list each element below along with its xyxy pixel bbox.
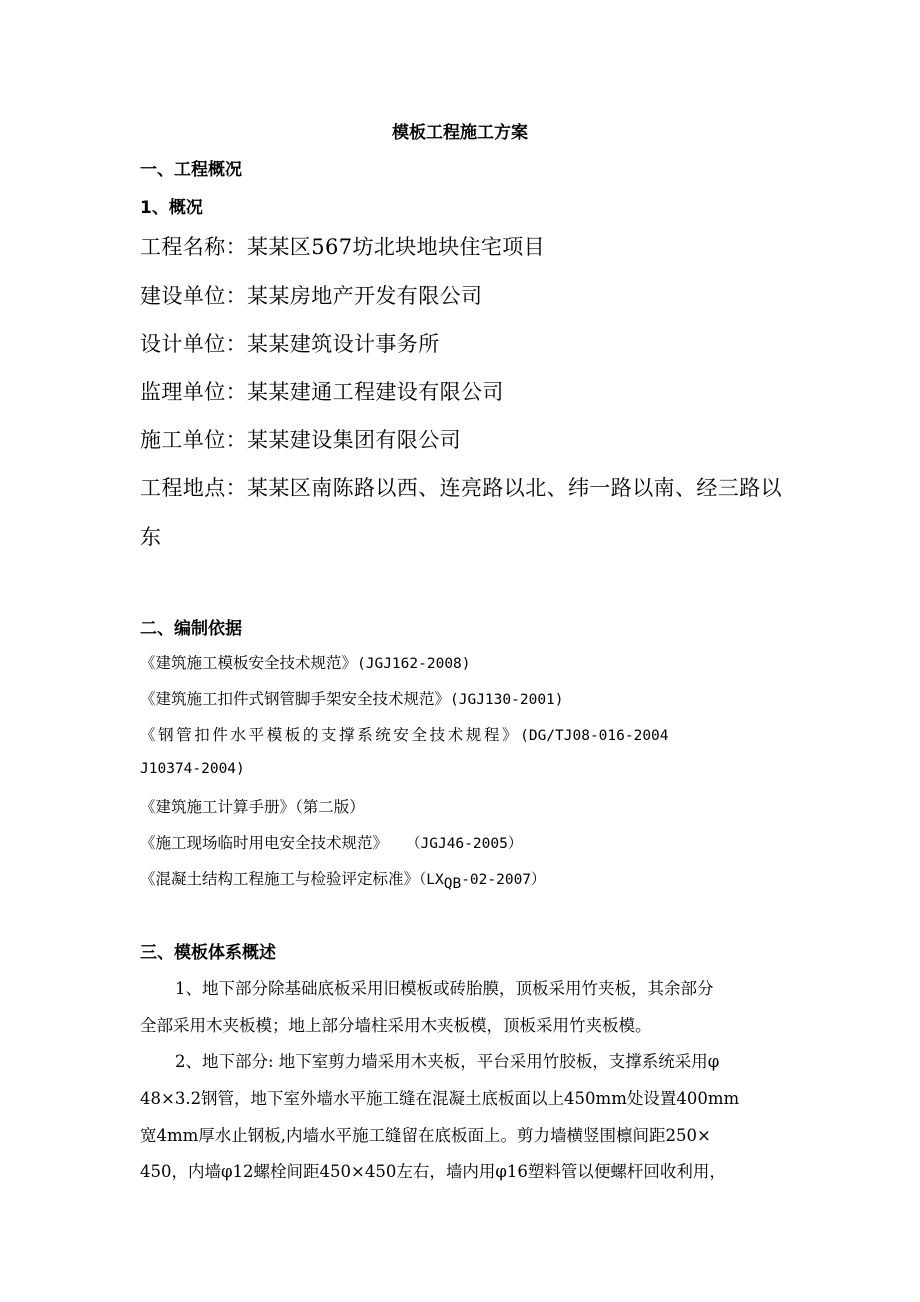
contractor-line: 施工单位：某某建设集团有限公司 — [140, 428, 461, 452]
reference-item: 《建筑施工扣件式钢管脚手架安全技术规范》(JGJ130-2001) — [140, 690, 564, 708]
paragraph-line: 1、地下部分除基础底板采用旧模板或砖胎膜，顶板采用竹夹板，其余部分 — [175, 979, 714, 998]
paragraph-line: 48×3.2钢管，地下室外墙水平施工缝在混凝土底板面以上450mm处设置400mm — [140, 1089, 740, 1108]
paragraph-line: 宽4mm厚水止钢板,内墙水平施工缝留在底板面上。剪力墙横竖围檩间距250× — [140, 1126, 711, 1145]
location-line: 工程地点：某某区南陈路以西、连亮路以北、纬一路以南、经三路以 — [140, 476, 782, 500]
location-line-cont: 东 — [140, 525, 162, 549]
developer-line: 建设单位：某某房地产开发有限公司 — [140, 284, 483, 308]
reference-item: 《建筑施工模板安全技术规范》(JGJ162-2008) — [140, 654, 471, 672]
section2-heading: 二、编制依据 — [140, 619, 242, 639]
designer-line: 设计单位：某某建筑设计事务所 — [140, 332, 440, 356]
section1-sub-heading: 1、概况 — [140, 198, 203, 218]
project-name-line: 工程名称：某某区567坊北块地块住宅项目 — [140, 235, 546, 259]
paragraph-line: 全部采用木夹板模；地上部分墙柱采用木夹板模，顶板采用竹夹板模。 — [140, 1016, 652, 1035]
reference-item-cont: J10374-2004) — [140, 761, 245, 777]
paragraph-line: 2、地下部分: 地下室剪力墙采用木夹板，平台采用竹胶板，支撑系统采用φ — [175, 1052, 720, 1071]
reference-item: 《混凝土结构工程施工与检验评定标准》$(LX_{QB}-02-2007)$ — [140, 870, 546, 893]
supervisor-line: 监理单位：某某建通工程建设有限公司 — [140, 380, 504, 404]
document-title: 模板工程施工方案 — [392, 123, 528, 143]
reference-item: 《钢管扣件水平模板的支撑系统安全技术规程》(DG/TJ08-016-2004 — [140, 726, 669, 744]
reference-item: 《建筑施工计算手册》（第二版） — [140, 798, 365, 816]
paragraph-line: 450，内墙φ12螺栓间距450×450左右，墙内用φ16塑料管以便螺杆回收利用， — [140, 1162, 726, 1181]
section3-heading: 三、模板体系概述 — [140, 943, 276, 963]
reference-item: 《施工现场临时用电安全技术规范》 （JGJ46-2005） — [140, 834, 523, 852]
section1-heading: 一、工程概况 — [140, 160, 242, 180]
